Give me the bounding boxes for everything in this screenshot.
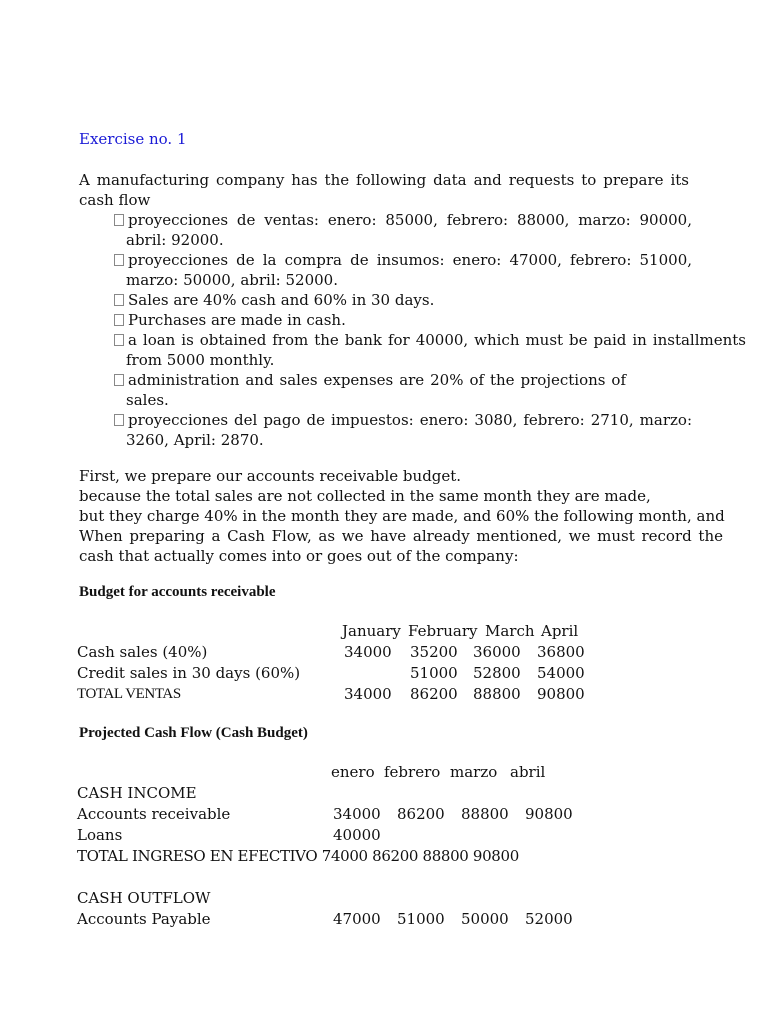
bullet-box-icon bbox=[114, 214, 124, 226]
header-cell: abril bbox=[510, 763, 546, 781]
row-label: TOTAL INGRESO EN EFECTIVO 74000 86200 88800 90800 bbox=[77, 847, 519, 865]
row-label: Accounts Payable bbox=[77, 910, 211, 928]
value-cell: 86200 bbox=[410, 685, 458, 703]
paragraph-line: because the total sales are not collected in the same month they are made, bbox=[79, 487, 651, 505]
header-cell: April bbox=[541, 622, 579, 640]
value-cell: 86200 bbox=[397, 805, 445, 823]
value-cell: 54000 bbox=[537, 664, 585, 682]
row-label: Accounts receivable bbox=[77, 805, 231, 823]
row-label: CASH INCOME bbox=[77, 784, 197, 802]
value-cell: 52000 bbox=[525, 910, 573, 928]
paragraph-line: When preparing a Cash Flow, as we have already mentioned, we must record the bbox=[79, 527, 723, 545]
paragraph-line: cash that actually comes into or goes out of the company: bbox=[79, 547, 519, 565]
bullet-box-icon bbox=[114, 374, 124, 386]
exercise-title: Exercise no. 1 bbox=[79, 130, 187, 148]
cash-flow-title: Projected Cash Flow (Cash Budget) bbox=[79, 725, 308, 741]
row-label: TOTAL VENTAS bbox=[77, 686, 181, 702]
bullet-box-icon bbox=[114, 314, 124, 326]
value-cell: 47000 bbox=[333, 910, 381, 928]
value-cell: 40000 bbox=[333, 826, 381, 844]
bullet-sales-terms: Sales are 40% cash and 60% in 30 days. bbox=[100, 290, 526, 310]
value-cell: 36000 bbox=[473, 643, 521, 661]
header-cell: March bbox=[485, 622, 535, 640]
value-cell: 36800 bbox=[537, 643, 585, 661]
bullet-expenses: administration and sales expenses are 20% of the projections of sales. bbox=[100, 370, 626, 410]
header-cell: January bbox=[342, 622, 401, 640]
value-cell: 51000 bbox=[397, 910, 445, 928]
row-label: CASH OUTFLOW bbox=[77, 889, 211, 907]
header-cell: February bbox=[408, 622, 478, 640]
header-cell: enero bbox=[331, 763, 375, 781]
value-cell: 34000 bbox=[344, 643, 392, 661]
value-cell: 88800 bbox=[461, 805, 509, 823]
bullet-box-icon bbox=[114, 414, 124, 426]
value-cell: 88800 bbox=[473, 685, 521, 703]
explanation-paragraph bbox=[79, 466, 731, 566]
header-cell: febrero bbox=[384, 763, 441, 781]
value-cell: 34000 bbox=[333, 805, 381, 823]
bullet-tax-projections: proyecciones del pago de impuestos: enero: 3080, febrero: 2710, marzo: 3260, April: 2870. bbox=[100, 410, 692, 450]
value-cell: 34000 bbox=[344, 685, 392, 703]
header-cell: marzo bbox=[450, 763, 498, 781]
row-label: Cash sales (40%) bbox=[77, 643, 208, 661]
paragraph-line: but they charge 40% in the month they are made, and 60% the following month, and bbox=[79, 507, 725, 525]
value-cell: 90800 bbox=[537, 685, 585, 703]
receivable-budget-title: Budget for accounts receivable bbox=[79, 584, 276, 600]
bullet-purchase-projections: proyecciones de la compra de insumos: enero: 47000, febrero: 51000, marzo: 50000, abril: 52000. bbox=[100, 250, 692, 290]
bullet-purchases: Purchases are made in cash. bbox=[100, 310, 526, 330]
bullet-box-icon bbox=[114, 254, 124, 266]
value-cell: 50000 bbox=[461, 910, 509, 928]
bullet-loan: a loan is obtained from the bank for 40000, which must be paid in installments from 5000 monthly. bbox=[100, 330, 746, 370]
row-label: Loans bbox=[77, 826, 123, 844]
data-bullet-list bbox=[100, 210, 746, 450]
intro-text: A manufacturing company has the following data and requests to prepare its cash flow bbox=[79, 171, 689, 209]
bullet-box-icon bbox=[114, 294, 124, 306]
bullet-sales-projections: proyecciones de ventas: enero: 85000, febrero: 88000, marzo: 90000, abril: 92000. bbox=[100, 210, 692, 250]
value-cell: 52800 bbox=[473, 664, 521, 682]
row-label: Credit sales in 30 days (60%) bbox=[77, 664, 301, 682]
value-cell: 90800 bbox=[525, 805, 573, 823]
bullet-box-icon bbox=[114, 334, 124, 346]
paragraph-line: First, we prepare our accounts receivable budget. bbox=[79, 467, 462, 485]
value-cell: 51000 bbox=[410, 664, 458, 682]
value-cell: 35200 bbox=[410, 643, 458, 661]
